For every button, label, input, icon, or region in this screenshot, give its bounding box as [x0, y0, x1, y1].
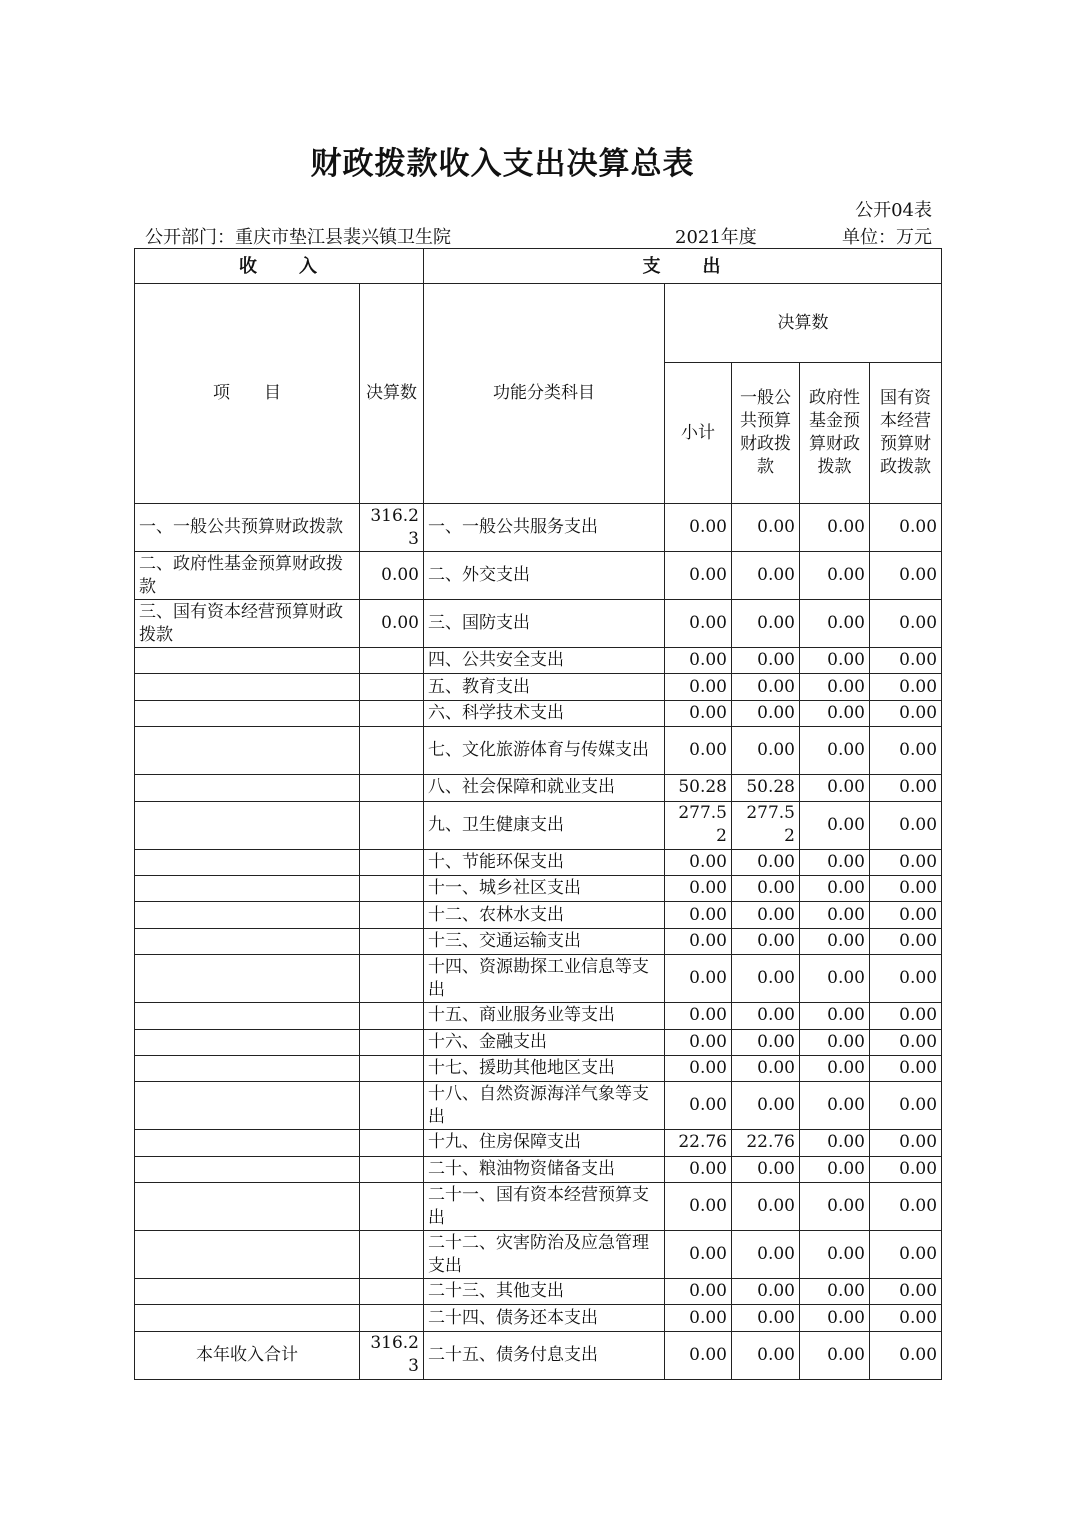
state-capital-value: 0.00 [870, 1130, 942, 1156]
table-row [135, 1231, 942, 1279]
general-budget-value: 0.00 [732, 1331, 800, 1379]
general-budget-value: 0.00 [732, 552, 800, 600]
general-budget-value: 0.00 [732, 1156, 800, 1182]
state-capital-value: 0.00 [870, 1305, 942, 1331]
expense-category: 二十三、其他支出 [424, 1279, 665, 1305]
income-amount [360, 955, 424, 1003]
income-amount [360, 1305, 424, 1331]
expense-category: 十六、金融支出 [424, 1029, 665, 1055]
state-capital-value: 0.00 [870, 902, 942, 928]
table-row [135, 1183, 942, 1231]
fund-budget-value: 0.00 [800, 928, 870, 954]
state-capital-value: 0.00 [870, 1003, 942, 1029]
income-item [135, 1305, 360, 1331]
fund-budget-value: 0.00 [800, 1183, 870, 1231]
income-amount [360, 902, 424, 928]
subtotal-value: 0.00 [665, 928, 732, 954]
table-row [135, 1305, 942, 1331]
state-capital-value: 0.00 [870, 727, 942, 775]
general-budget-value: 0.00 [732, 648, 800, 674]
income-amount [360, 775, 424, 801]
state-capital-value: 0.00 [870, 1331, 942, 1379]
state-capital-value: 0.00 [870, 1156, 942, 1182]
fund-budget-value: 0.00 [800, 801, 870, 849]
general-budget-value: 0.00 [732, 902, 800, 928]
income-item [135, 1130, 360, 1156]
state-capital-value: 0.00 [870, 552, 942, 600]
fund-budget-value: 0.00 [800, 1130, 870, 1156]
income-amount [360, 1183, 424, 1231]
general-budget-value: 0.00 [732, 849, 800, 875]
expense-category: 二、外交支出 [424, 552, 665, 600]
general-budget-header: 一般公共预算财政拨款 [732, 363, 800, 504]
table-row [135, 928, 942, 954]
income-amount [360, 1231, 424, 1279]
expense-category: 七、文化旅游体育与传媒支出 [424, 727, 665, 775]
general-budget-value: 0.00 [732, 928, 800, 954]
fund-budget-header: 政府性基金预算财政拨款 [800, 363, 870, 504]
income-item [135, 700, 360, 726]
subtotal-value: 0.00 [665, 1183, 732, 1231]
expense-category: 四、公共安全支出 [424, 648, 665, 674]
income-item [135, 955, 360, 1003]
income-amount [360, 1003, 424, 1029]
table-row [135, 775, 942, 801]
income-item [135, 727, 360, 775]
subtotal-value: 0.00 [665, 1305, 732, 1331]
state-capital-value: 0.00 [870, 1279, 942, 1305]
income-amount [360, 648, 424, 674]
table-row [135, 600, 942, 648]
subtotal-value: 0.00 [665, 552, 732, 600]
expense-category: 八、社会保障和就业支出 [424, 775, 665, 801]
income-amount [360, 727, 424, 775]
fund-budget-value: 0.00 [800, 1055, 870, 1081]
income-amount: 0.00 [360, 600, 424, 648]
income-amount-header: 决算数 [360, 284, 424, 504]
table-row [135, 875, 942, 901]
general-budget-value: 0.00 [732, 1055, 800, 1081]
expense-header: 支 出 [424, 249, 942, 284]
fund-budget-value: 0.00 [800, 1082, 870, 1130]
state-capital-value: 0.00 [870, 700, 942, 726]
subtotal-value: 0.00 [665, 849, 732, 875]
table-row [135, 504, 942, 552]
fund-budget-value: 0.00 [800, 1029, 870, 1055]
subtotal-value: 0.00 [665, 1231, 732, 1279]
income-amount [360, 1082, 424, 1130]
table-row [135, 1279, 942, 1305]
table-row [135, 1082, 942, 1130]
category-header: 功能分类科目 [424, 284, 665, 504]
fund-budget-value: 0.00 [800, 775, 870, 801]
table-row [135, 1156, 942, 1182]
expense-category: 十二、农林水支出 [424, 902, 665, 928]
final-amount-header: 决算数 [665, 284, 942, 363]
general-budget-value: 0.00 [732, 1003, 800, 1029]
expense-category: 九、卫生健康支出 [424, 801, 665, 849]
income-amount [360, 1130, 424, 1156]
income-total-label: 本年收入合计 [135, 1331, 360, 1379]
fund-budget-value: 0.00 [800, 552, 870, 600]
state-capital-value: 0.00 [870, 1231, 942, 1279]
income-item [135, 1279, 360, 1305]
expense-category: 十七、援助其他地区支出 [424, 1055, 665, 1081]
state-capital-value: 0.00 [870, 928, 942, 954]
expense-category: 十一、城乡社区支出 [424, 875, 665, 901]
income-item [135, 875, 360, 901]
subtotal-value: 0.00 [665, 1279, 732, 1305]
income-item [135, 1029, 360, 1055]
state-capital-value: 0.00 [870, 674, 942, 700]
income-amount [360, 1029, 424, 1055]
state-capital-value: 0.00 [870, 600, 942, 648]
expense-category: 二十二、灾害防治及应急管理支出 [424, 1231, 665, 1279]
state-capital-value: 0.00 [870, 875, 942, 901]
subtotal-value: 0.00 [665, 1003, 732, 1029]
income-item [135, 1003, 360, 1029]
table-row [135, 648, 942, 674]
expense-category: 一、一般公共服务支出 [424, 504, 665, 552]
income-amount [360, 801, 424, 849]
state-capital-value: 0.00 [870, 1183, 942, 1231]
income-item [135, 1082, 360, 1130]
fund-budget-value: 0.00 [800, 1156, 870, 1182]
state-capital-value: 0.00 [870, 955, 942, 1003]
expense-category: 二十、粮油物资储备支出 [424, 1156, 665, 1182]
expense-category: 十三、交通运输支出 [424, 928, 665, 954]
fund-budget-value: 0.00 [800, 600, 870, 648]
fund-budget-value: 0.00 [800, 674, 870, 700]
table-row [135, 1130, 942, 1156]
subtotal-value: 0.00 [665, 648, 732, 674]
subtotal-header: 小计 [665, 363, 732, 504]
subtotal-value: 0.00 [665, 700, 732, 726]
income-item: 一、一般公共预算财政拨款 [135, 504, 360, 552]
income-item [135, 1231, 360, 1279]
expense-category: 十四、资源勘探工业信息等支出 [424, 955, 665, 1003]
income-amount [360, 700, 424, 726]
income-amount [360, 674, 424, 700]
item-header: 项 目 [135, 284, 360, 504]
state-capital-value: 0.00 [870, 775, 942, 801]
general-budget-value: 0.00 [732, 700, 800, 726]
fund-budget-value: 0.00 [800, 1331, 870, 1379]
expense-category: 三、国防支出 [424, 600, 665, 648]
general-budget-value: 0.00 [732, 1183, 800, 1231]
fund-budget-value: 0.00 [800, 1279, 870, 1305]
expense-category: 五、教育支出 [424, 674, 665, 700]
general-budget-value: 277.52 [732, 801, 800, 849]
fund-budget-value: 0.00 [800, 849, 870, 875]
expense-category: 十五、商业服务业等支出 [424, 1003, 665, 1029]
budget-table [134, 248, 942, 1380]
table-row [135, 1029, 942, 1055]
income-amount [360, 875, 424, 901]
fund-budget-value: 0.00 [800, 727, 870, 775]
expense-category: 二十一、国有资本经营预算支出 [424, 1183, 665, 1231]
state-capital-header: 国有资本经营预算财政拨款 [870, 363, 942, 504]
general-budget-value: 0.00 [732, 727, 800, 775]
income-item: 二、政府性基金预算财政拨款 [135, 552, 360, 600]
subtotal-value: 0.00 [665, 1156, 732, 1182]
fund-budget-value: 0.00 [800, 1003, 870, 1029]
table-row [135, 727, 942, 775]
income-item [135, 775, 360, 801]
general-budget-value: 0.00 [732, 1279, 800, 1305]
form-number: 公开04表 [855, 200, 932, 221]
state-capital-value: 0.00 [870, 648, 942, 674]
total-row [135, 1331, 942, 1379]
table-row [135, 552, 942, 600]
income-amount: 316.23 [360, 504, 424, 552]
income-amount [360, 1055, 424, 1081]
general-budget-value: 0.00 [732, 1082, 800, 1130]
table-row [135, 1055, 942, 1081]
general-budget-value: 0.00 [732, 1029, 800, 1055]
income-item [135, 801, 360, 849]
expense-category: 十、节能环保支出 [424, 849, 665, 875]
state-capital-value: 0.00 [870, 849, 942, 875]
subtotal-value: 0.00 [665, 1331, 732, 1379]
fund-budget-value: 0.00 [800, 955, 870, 1003]
income-header: 收 入 [135, 249, 424, 284]
state-capital-value: 0.00 [870, 1082, 942, 1130]
subtotal-value: 0.00 [665, 955, 732, 1003]
income-amount: 0.00 [360, 552, 424, 600]
table-row [135, 674, 942, 700]
fund-budget-value: 0.00 [800, 1305, 870, 1331]
general-budget-value: 50.28 [732, 775, 800, 801]
table-row [135, 849, 942, 875]
fund-budget-value: 0.00 [800, 504, 870, 552]
subtotal-value: 0.00 [665, 1055, 732, 1081]
year-label: 2021年度 [675, 227, 757, 248]
unit-label: 单位：万元 [842, 227, 932, 248]
fund-budget-value: 0.00 [800, 648, 870, 674]
subtotal-value: 0.00 [665, 875, 732, 901]
general-budget-value: 0.00 [732, 1231, 800, 1279]
expense-category: 十九、住房保障支出 [424, 1130, 665, 1156]
general-budget-value: 0.00 [732, 1305, 800, 1331]
state-capital-value: 0.00 [870, 504, 942, 552]
general-budget-value: 0.00 [732, 955, 800, 1003]
state-capital-value: 0.00 [870, 1029, 942, 1055]
subtotal-value: 277.52 [665, 801, 732, 849]
expense-category: 十八、自然资源海洋气象等支出 [424, 1082, 665, 1130]
expense-category: 六、科学技术支出 [424, 700, 665, 726]
income-amount [360, 928, 424, 954]
income-item [135, 928, 360, 954]
income-item [135, 1183, 360, 1231]
general-budget-value: 0.00 [732, 504, 800, 552]
income-item [135, 849, 360, 875]
subtotal-value: 50.28 [665, 775, 732, 801]
fund-budget-value: 0.00 [800, 700, 870, 726]
income-amount: 316.23 [360, 1331, 424, 1379]
income-amount [360, 849, 424, 875]
income-item [135, 902, 360, 928]
subtotal-value: 0.00 [665, 902, 732, 928]
subtotal-value: 0.00 [665, 727, 732, 775]
table-row [135, 801, 942, 849]
income-amount [360, 1279, 424, 1305]
income-item: 三、国有资本经营预算财政拨款 [135, 600, 360, 648]
general-budget-value: 22.76 [732, 1130, 800, 1156]
income-item [135, 674, 360, 700]
subtotal-value: 0.00 [665, 674, 732, 700]
income-item [135, 1156, 360, 1182]
state-capital-value: 0.00 [870, 801, 942, 849]
income-item [135, 648, 360, 674]
table-row [135, 955, 942, 1003]
state-capital-value: 0.00 [870, 1055, 942, 1081]
general-budget-value: 0.00 [732, 875, 800, 901]
expense-category: 二十四、债务还本支出 [424, 1305, 665, 1331]
page-title: 财政拨款收入支出决算总表 [310, 146, 695, 182]
subtotal-value: 0.00 [665, 1029, 732, 1055]
fund-budget-value: 0.00 [800, 902, 870, 928]
department-label: 公开部门：重庆市垫江县裴兴镇卫生院 [145, 227, 451, 248]
table-row [135, 1003, 942, 1029]
subtotal-value: 0.00 [665, 600, 732, 648]
subtotal-value: 0.00 [665, 504, 732, 552]
general-budget-value: 0.00 [732, 674, 800, 700]
subtotal-value: 0.00 [665, 1082, 732, 1130]
general-budget-value: 0.00 [732, 600, 800, 648]
fund-budget-value: 0.00 [800, 875, 870, 901]
table-row [135, 902, 942, 928]
income-item [135, 1055, 360, 1081]
subtotal-value: 22.76 [665, 1130, 732, 1156]
table-row [135, 700, 942, 726]
expense-category: 二十五、债务付息支出 [424, 1331, 665, 1379]
fund-budget-value: 0.00 [800, 1231, 870, 1279]
income-amount [360, 1156, 424, 1182]
